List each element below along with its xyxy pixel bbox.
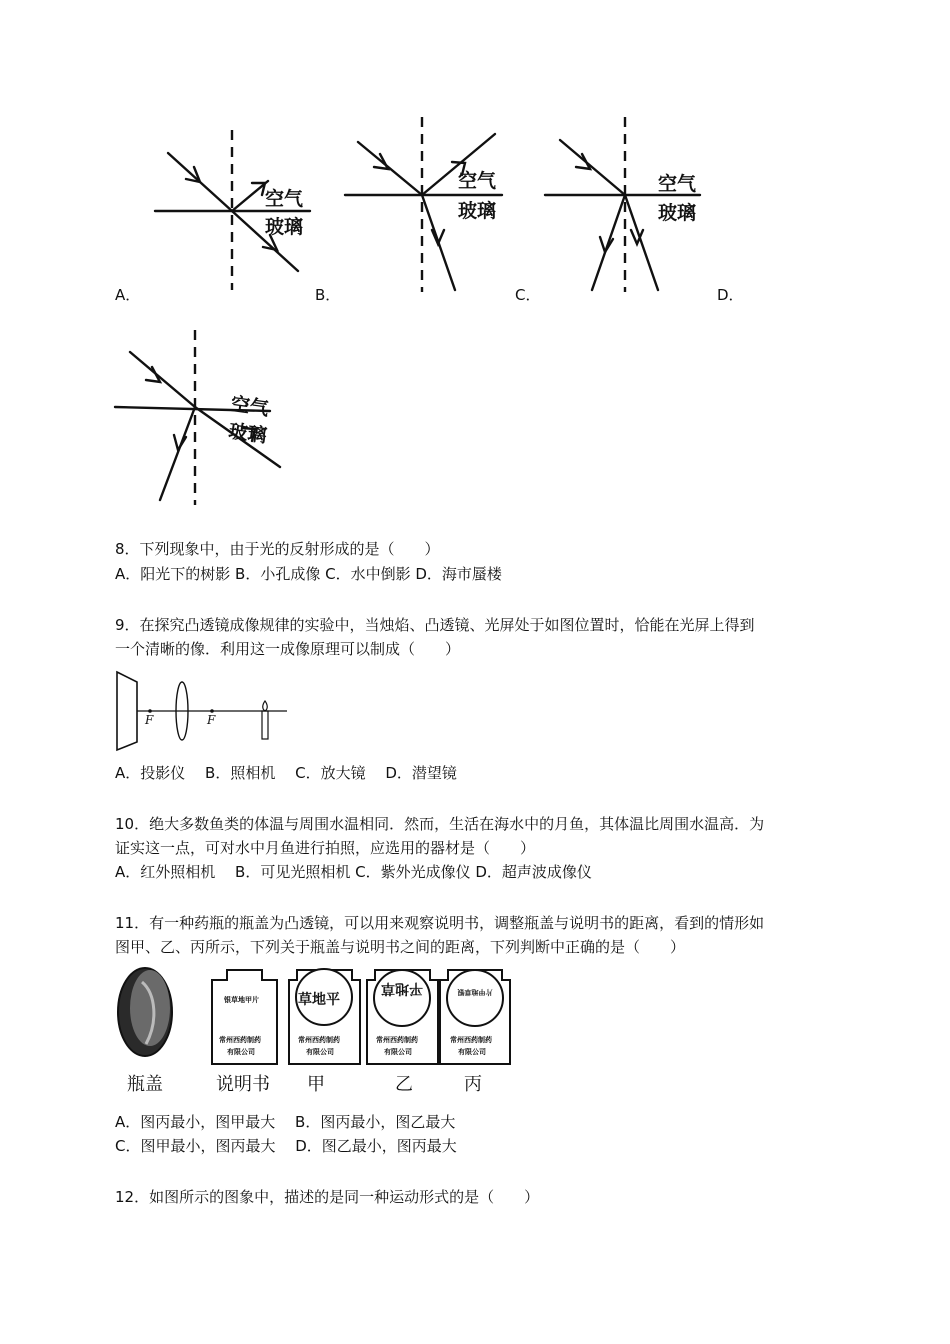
refraction-diagram-a [150, 125, 320, 295]
q10-question-line1: 10．绝大多数鱼类的体温与周围水温相同．然而，生活在海水中的月鱼，其体温比周围水温高．为 [115, 815, 765, 833]
q7-option-a-label: A． [115, 286, 141, 304]
candle [262, 711, 268, 739]
light-screen [117, 672, 137, 750]
glass-label: 玻璃 [227, 420, 269, 448]
label-bottle-cap: 瓶盖 [127, 1074, 163, 1095]
q12-question: 12．如图所示的图象中，描述的是同一种运动形式的是（ ） [115, 1188, 540, 1206]
refraction-diagram-d [110, 325, 290, 510]
glass-label: 玻璃 [458, 200, 497, 222]
svg-text:常州西药制药: 常州西药制药 [219, 1036, 261, 1044]
svg-text:片甲地草银: 片甲地草银 [457, 988, 493, 996]
air-label: 空气 [458, 170, 497, 192]
q11-options-line1: A．图丙最小，图甲最大 B．图丙最小，图乙最大 [115, 1113, 456, 1131]
bottle-cap-lens-figure [112, 962, 512, 1097]
q10-options: A．红外照相机 B．可见光照相机 C．紫外光成像仪 D．超声波成像仪 [115, 863, 592, 881]
svg-text:常州西药制药: 常州西药制药 [450, 1036, 492, 1044]
q8-options: A．阳光下的树影 B．小孔成像 C．水中倒影 D．海市蜃楼 [115, 565, 502, 583]
q9-question-line1: 9．在探究凸透镜成像规律的实验中，当烛焰、凸透镜、光屏处于如图位置时，恰能在光屏上得到 [115, 616, 755, 634]
view-jia [289, 969, 360, 1064]
q7-option-b-label: B． [315, 286, 341, 304]
svg-text:常州西药制药: 常州西药制药 [298, 1036, 340, 1044]
refraction-diagram-c [540, 112, 710, 297]
q8-question: 8．下列现象中，由于光的反射形成的是（ ） [115, 540, 440, 558]
q7-option-d-label: D． [717, 286, 744, 304]
air-label: 空气 [658, 173, 697, 195]
q11-question-line1: 11．有一种药瓶的瓶盖为凸透镜，可以用来观察说明书，调整瓶盖与说明书的距离，看到的情形如 [115, 914, 765, 932]
svg-text:有限公司: 有限公司 [384, 1048, 412, 1056]
q9-options: A．投影仪 B．照相机 C．放大镜 D．潜望镜 [115, 764, 457, 782]
label-yi: 乙 [395, 1074, 413, 1095]
q9-question-line2: 一个清晰的像．利用这一成像原理可以制成（ ） [115, 640, 461, 658]
focus-label-right: F [207, 713, 216, 727]
refraction-diagram-b [340, 112, 510, 297]
label-jia: 甲 [307, 1074, 325, 1095]
q10-question-line2: 证实这一点，可对水中月鱼进行拍照，应选用的器材是（ ） [115, 839, 536, 857]
label-instruction-sheet: 说明书 [216, 1074, 270, 1095]
q11-options-line2: C．图甲最小，图丙最大 D．图乙最小，图丙最大 [115, 1137, 457, 1155]
candle-flame [263, 701, 268, 711]
bottle-cap-image [118, 968, 172, 1056]
glass-label: 玻璃 [658, 202, 697, 224]
q11-question-line2: 图甲、乙、丙所示，下列关于瓶盖与说明书之间的距离，下列判断中正确的是（ ） [115, 938, 686, 956]
instruction-sheet [212, 970, 277, 1064]
view-bing [440, 970, 510, 1064]
svg-text:有限公司: 有限公司 [306, 1048, 334, 1056]
air-label: 空气 [265, 188, 304, 210]
svg-text:有限公司: 有限公司 [227, 1048, 255, 1056]
air-label: 空气 [229, 393, 271, 421]
label-bing: 丙 [464, 1074, 482, 1095]
svg-text:有限公司: 有限公司 [458, 1048, 486, 1056]
view-yi [367, 970, 438, 1064]
svg-text:常州西药制药: 常州西药制药 [376, 1036, 418, 1044]
q7-option-c-label: C． [515, 286, 541, 304]
svg-text:平地草: 平地草 [381, 980, 423, 996]
svg-text:银草地甲片: 银草地甲片 [224, 996, 259, 1004]
convex-lens-setup-diagram [112, 668, 292, 758]
svg-text:草地平: 草地平 [298, 992, 340, 1008]
focus-label-left: F [145, 713, 154, 727]
glass-label: 玻璃 [265, 216, 304, 238]
